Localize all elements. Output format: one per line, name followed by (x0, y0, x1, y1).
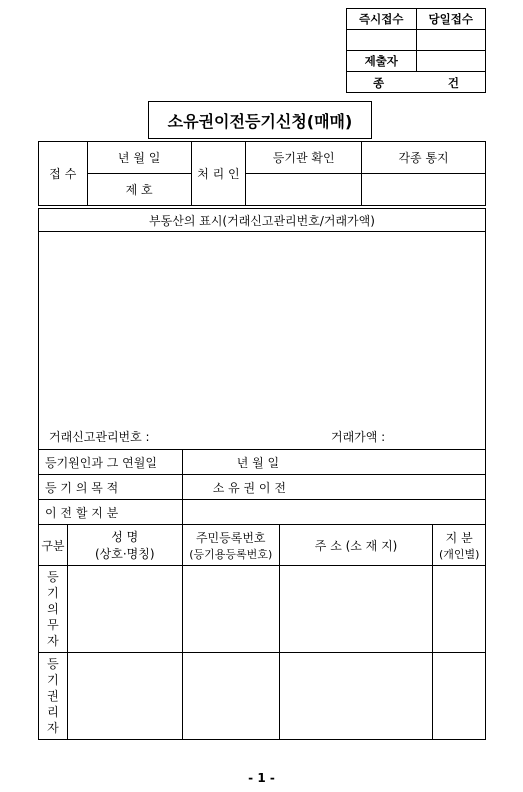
col-name-line-1: 성 명 (111, 530, 139, 544)
reception-date[interactable]: 년 월 일 (87, 142, 191, 174)
obligor-char: 무 (47, 618, 59, 632)
holder-char: 권 (47, 689, 59, 703)
holder-address-cell[interactable] (279, 653, 433, 740)
share-value[interactable] (182, 500, 485, 525)
obligor-share-cell[interactable] (433, 566, 486, 653)
col-name-line-2: (상호·명칭) (94, 547, 155, 561)
obligor-char: 의 (47, 602, 59, 616)
same-day-receipt-cell[interactable] (416, 30, 486, 51)
col-address-header: 주 소 (소 재 지) (279, 525, 433, 566)
submitter-label: 제출자 (347, 51, 417, 72)
price-label: 거래가액 : (331, 430, 386, 444)
obligor-address-cell[interactable] (279, 566, 433, 653)
registry-check-label: 등기관 확인 (246, 142, 362, 174)
col-id-header (182, 525, 279, 566)
holder-label (39, 653, 68, 740)
holder-share-cell[interactable] (433, 653, 486, 740)
same-day-receipt-label: 당일접수 (416, 9, 486, 30)
col-id-line-1: 주민등록번호 (195, 530, 266, 545)
intake-table (38, 141, 486, 206)
holder-char: 자 (47, 721, 59, 735)
share-label: 이 전 할 지 분 (39, 500, 183, 525)
col-share-line-2: (개인별) (438, 547, 480, 561)
receipt-box (346, 8, 486, 93)
page-title: 소유권이전등기신청(매매) (148, 101, 372, 139)
col-type-header: 구분 (39, 525, 68, 566)
cause-label: 등기원인과 그 연월일 (39, 450, 183, 475)
reception-number[interactable]: 제 호 (87, 174, 191, 206)
col-name-header (67, 525, 182, 566)
kind-count-cell[interactable] (347, 72, 486, 93)
obligor-label (39, 566, 68, 653)
col-share-header (433, 525, 486, 566)
notices-label: 각종 통지 (362, 142, 486, 174)
holder-id-cell[interactable] (182, 653, 279, 740)
kind-label: 종 (373, 76, 385, 90)
obligor-name-cell[interactable] (67, 566, 182, 653)
obligor-char: 등 (47, 570, 59, 584)
obligor-id-cell[interactable] (182, 566, 279, 653)
mgmt-no-label: 거래신고관리번호 : (49, 430, 150, 444)
property-header: 부동산의 표시(거래신고관리번호/거래가액) (39, 209, 486, 232)
col-id-line-2: (등기용등록번호) (189, 547, 273, 561)
obligor-char: 기 (47, 586, 59, 600)
application-form (38, 208, 486, 740)
holder-name-cell[interactable] (67, 653, 182, 740)
reception-label: 접 수 (39, 142, 88, 206)
count-unit-label: 건 (447, 76, 459, 90)
purpose-value[interactable]: 소 유 권 이 전 (182, 475, 485, 500)
notices-cell[interactable] (362, 174, 486, 206)
holder-char: 리 (47, 705, 59, 719)
immediate-receipt-cell[interactable] (347, 30, 417, 51)
processor-label: 처 리 인 (191, 142, 246, 206)
page-number: - 1 - (248, 771, 275, 785)
obligor-char: 자 (47, 634, 59, 648)
purpose-label: 등 기 의 목 적 (39, 475, 183, 500)
holder-char: 기 (47, 673, 59, 687)
immediate-receipt-label: 즉시접수 (347, 9, 417, 30)
holder-char: 등 (47, 657, 59, 671)
property-description-area[interactable] (39, 232, 486, 450)
registry-check-cell[interactable] (246, 174, 362, 206)
submitter-cell[interactable] (416, 51, 486, 72)
cause-date[interactable]: 년 월 일 (182, 450, 485, 475)
col-share-line-1: 지 분 (445, 530, 473, 545)
